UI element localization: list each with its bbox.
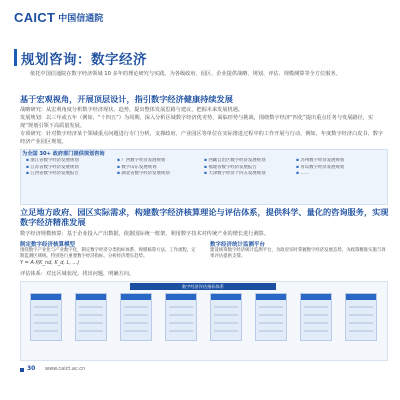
platform-panel (210, 240, 386, 260)
model-panel-body: 围绕数字产业化与产业数字化，制定数字经济分类指标体系、规模核算方法、工作流程，定期监测区域统，特别进行重要数字经济指标，分析经济增长趋势。 (20, 248, 196, 259)
case-item: ▪ 天津数字经济十四五发展规划 (204, 171, 292, 178)
case-item: ▪ 西藏自治区数字经济发展规划 (204, 158, 292, 165)
cases-column (26, 158, 114, 178)
diagram-pillar (300, 293, 332, 341)
platform-panel-body: 建设统筹数字经济统计监测平台，为政府实时掌握数字经济发展态势、为政策精准实施与效果评估提供支撑。 (210, 248, 386, 259)
case-item: ▪ 数字山东发展规划 (117, 165, 205, 172)
accounting-intro: 数字经济规模核算：基于企业投入产出数据，依据国际统一框架，利用数字技术对传统产业的增长进行测算。 (20, 231, 270, 237)
diagram-pillar (30, 293, 62, 341)
footer-bullet (20, 368, 24, 372)
case-item: ▪ 湖北省数字经济发展规划 (117, 171, 205, 178)
model-panel (20, 240, 198, 268)
diagram-pillar (345, 293, 377, 341)
model-formula: Y = A·f(K_nd, K_d, L, ...) (20, 260, 80, 266)
platform-panel-title: 数字经济统计监测平台 (210, 242, 266, 248)
case-item: ▪ 江苏省数字经济发展规划 (26, 165, 114, 172)
diagram-pillars (30, 293, 376, 353)
diagram-pillar (120, 293, 152, 341)
case-item: ▪ 广西数字经济发展规划 (117, 158, 205, 165)
case-item: ▪ 福建省数字经济发展报告 (204, 165, 292, 172)
model-panel-title: 制定数字经济核算模型 (20, 242, 76, 248)
cases-title: 为全国 30+ 政府部门提供规划咨询 (22, 151, 105, 157)
diagram-title: 数字经济评估指标体系 (130, 283, 276, 290)
case-item: ▪ 浙江省数字经济发展规划 (26, 158, 114, 165)
section-title: 规划咨询：数字经济 (21, 52, 147, 68)
diagram-pillar (210, 293, 242, 341)
diagram-pillar (165, 293, 197, 341)
case-item: ▪ 青岛数字经济发展规划 (296, 165, 384, 172)
cases-column (296, 158, 384, 178)
footer-url: www.caict.ac.cn (45, 366, 86, 372)
case-item: ▪ 江西省数字经济发展报告 (26, 171, 114, 178)
logo-mark: CAICT (14, 9, 56, 25)
strategy-list (20, 106, 386, 146)
heading-accounting: 立足地方政府、园区实际需求，构建数字经济核算理论与评估体系，提供科学、量化的咨询服务，实现数字经济精准发展 (20, 207, 389, 227)
page-number: 30 (27, 365, 36, 372)
cases-column (204, 158, 292, 178)
strategy-item: 发展规划：以三年或五年（例如，“十四五”）为周期，深入分析区域数字经济优劣势、面临形势与挑战，围绕数字经济“四化”提出重点任务与发展路径，实现“规划引领下高质量发展。 (20, 115, 374, 129)
case-item: ▪ 苏州数字经济发展规划 (296, 158, 384, 165)
strategy-item: 战略研究：从宏观角度分析数字经济现状、趋势，提出整体发展思路与建议，把握未来发展机遇。 (20, 107, 244, 113)
diagram-pillar (255, 293, 287, 341)
case-item: ▪ …… (296, 171, 384, 178)
cases-column (117, 158, 205, 178)
diagram-pillar (75, 293, 107, 341)
strategy-item: 专项研究：针对数字经济某个领域重点问题进行专门分析，支撑政府、产业园区等单位在实际推进过程中的工作开展与行动，例如，年度数字经济白皮书、数字经济产业园区规划。 (20, 131, 384, 145)
evaluation-line: 评估体系：对比区域状况，找出问题，明确方向。 (20, 271, 135, 277)
intro-paragraph: 依托中国信通院在数字经济领域 10 多年的理论研究与实践，为各级政府、园区、企业提供战略、规划、评估、规模测算等全方位服务。 (30, 71, 341, 77)
title-accent-bar (14, 49, 17, 66)
logo (14, 9, 103, 25)
heading-top-level-design: 基于宏观视角，开展顶层设计，指引数字经济健康持续发展 (20, 94, 233, 104)
logo-org: 中国信通院 (58, 13, 104, 24)
